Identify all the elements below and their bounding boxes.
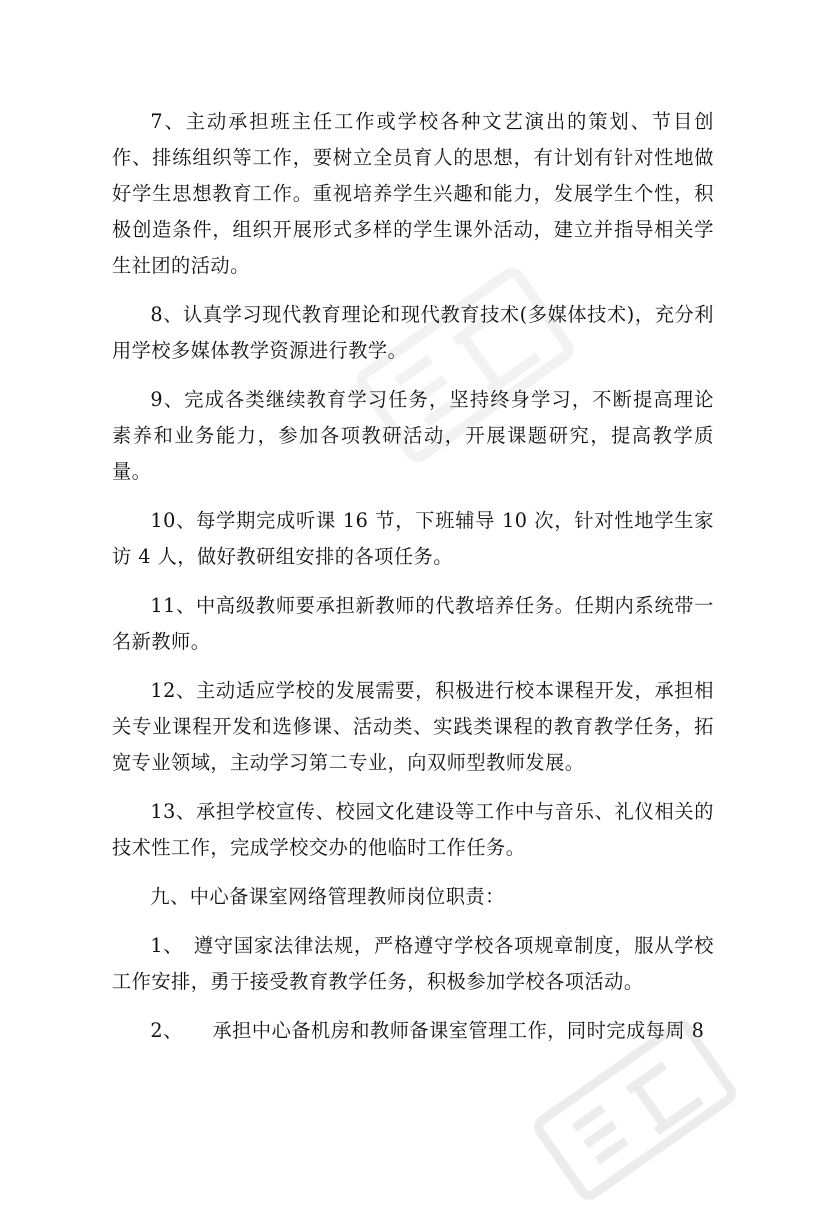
paragraph-8: 8、认真学习现代教育理论和现代教育技术(多媒体技术)，充分利用学校多媒体教学资源进行教学。 [112,303,714,362]
paragraph-7: 7、主动承担班主任工作或学校各种文艺演出的策划、节目创作、排练组织等工作，要树立全员育人的思想，有计划有针对性地做好学生思想教育工作。重视培养学生兴趣和能力，发展学生个性，积极创造条件，组织开展形式多样的学生课外活动，建立并指导相关学生社团的活动。 [112,110,714,277]
section-heading-9: 九、中心备课室网络管理教师岗位职责： [150,885,505,908]
paragraph-9: 9、完成各类继续教育学习任务，坚持终身学习，不断提高理论素养和业务能力，参加各项教研活动，开展课题研究，提高教学质量。 [112,388,714,483]
paragraph-12: 12、主动适应学校的发展需要，积极进行校本课程开发，承担相关专业课程开发和选修课、活动类、实践类课程的教育教学任务，拓宽专业领域，主动学习第二专业，向双师型教师发展。 [112,679,714,774]
duty-item-1: 1、 遵守国家法律法规，严格遵守学校各项规章制度，服从学校工作安排，勇于接受教育教学任务，积极参加学校各项活动。 [112,934,714,993]
paragraph-13: 13、承担学校宣传、校园文化建设等工作中与音乐、礼仪相关的技术性工作，完成学校交办的他临时工作任务。 [112,800,714,859]
duty-item-2: 2、 承担中心备机房和教师备课室管理工作，同时完成每周 8 [150,1019,705,1042]
paragraph-11: 11、中高级教师要承担新教师的代教培养任务。任期内系统带一名新教师。 [112,594,714,653]
document-body [112,104,714,1049]
paragraph-10: 10、每学期完成听课 16 节，下班辅导 10 次，针对性地学生家访 4 人，做好教研组安排的各项任务。 [112,509,714,568]
